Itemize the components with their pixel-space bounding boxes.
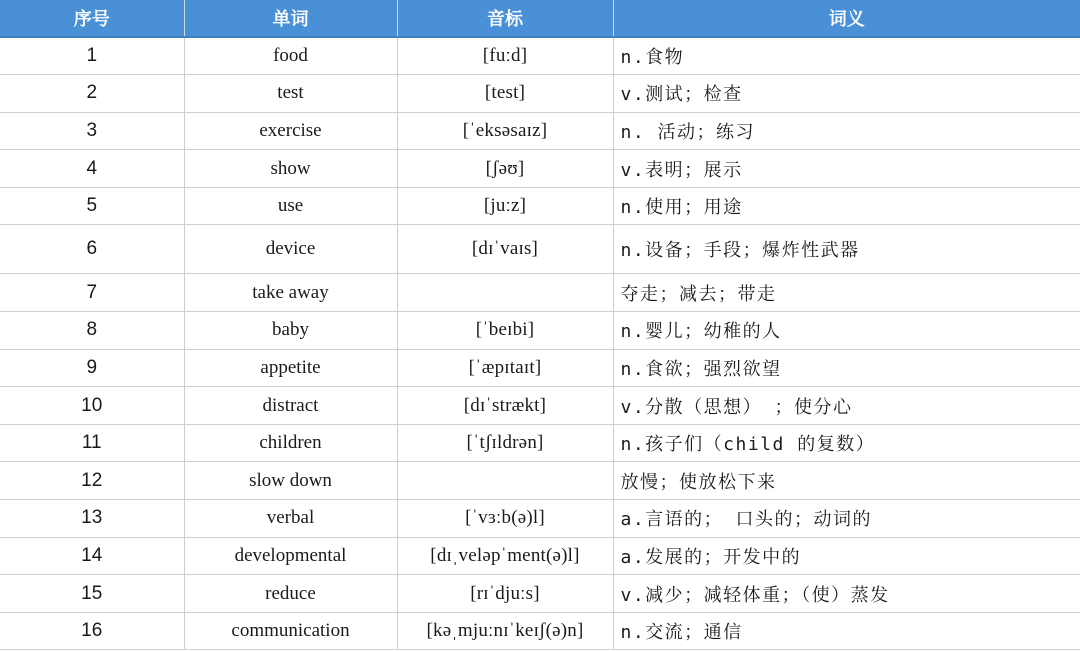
table-body — [0, 37, 1080, 650]
row-index: 12 — [0, 462, 184, 500]
row-word: baby — [184, 312, 397, 350]
table-row — [0, 112, 1080, 150]
row-index: 10 — [0, 387, 184, 425]
row-index: 7 — [0, 274, 184, 312]
table-header — [0, 0, 1080, 37]
header-row — [0, 0, 1080, 37]
row-word: show — [184, 150, 397, 188]
header-phonetic: 音标 — [397, 0, 613, 37]
table-row — [0, 462, 1080, 500]
row-meaning: n.食物 — [613, 37, 1080, 75]
row-meaning: a.发展的；开发中的 — [613, 537, 1080, 575]
row-word: slow down — [184, 462, 397, 500]
row-word: take away — [184, 274, 397, 312]
row-word: children — [184, 424, 397, 462]
row-index: 4 — [0, 150, 184, 188]
row-index: 2 — [0, 75, 184, 113]
header-word: 单词 — [184, 0, 397, 37]
row-meaning: n. 活动；练习 — [613, 112, 1080, 150]
table-row — [0, 187, 1080, 225]
row-phonetic: [fuːd] — [397, 37, 613, 75]
table-row — [0, 225, 1080, 274]
row-phonetic: [dɪˈstrækt] — [397, 387, 613, 425]
row-phonetic: [ʃəʊ] — [397, 150, 613, 188]
row-index: 14 — [0, 537, 184, 575]
table-row — [0, 150, 1080, 188]
row-word: device — [184, 225, 397, 274]
row-index: 3 — [0, 112, 184, 150]
row-meaning: 夺走；减去；带走 — [613, 274, 1080, 312]
header-meaning: 词义 — [613, 0, 1080, 37]
table-row — [0, 612, 1080, 650]
row-word: developmental — [184, 537, 397, 575]
table-row — [0, 424, 1080, 462]
row-index: 6 — [0, 225, 184, 274]
row-meaning: n.设备；手段；爆炸性武器 — [613, 225, 1080, 274]
table-row — [0, 349, 1080, 387]
row-word: exercise — [184, 112, 397, 150]
table-row — [0, 274, 1080, 312]
row-meaning: v.分散（思想） ；使分心 — [613, 387, 1080, 425]
table-row — [0, 75, 1080, 113]
row-index: 9 — [0, 349, 184, 387]
table-row — [0, 312, 1080, 350]
row-meaning: n.孩子们（child 的复数） — [613, 424, 1080, 462]
row-phonetic: [rɪˈdjuːs] — [397, 575, 613, 613]
row-meaning: n.食欲；强烈欲望 — [613, 349, 1080, 387]
row-word: use — [184, 187, 397, 225]
table-row — [0, 575, 1080, 613]
table-row — [0, 37, 1080, 75]
row-meaning: n.使用；用途 — [613, 187, 1080, 225]
row-word: appetite — [184, 349, 397, 387]
row-meaning: n.交流；通信 — [613, 612, 1080, 650]
row-word: distract — [184, 387, 397, 425]
row-word: food — [184, 37, 397, 75]
row-phonetic: [dɪˌveləpˈment(ə)l] — [397, 537, 613, 575]
row-meaning: v.减少；减轻体重；（使）蒸发 — [613, 575, 1080, 613]
row-phonetic: [ˈtʃɪldrən] — [397, 424, 613, 462]
row-meaning: v.表明；展示 — [613, 150, 1080, 188]
row-phonetic: [dɪˈvaɪs] — [397, 225, 613, 274]
row-index: 1 — [0, 37, 184, 75]
table-row — [0, 500, 1080, 538]
row-phonetic — [397, 274, 613, 312]
row-phonetic: [ˈæpɪtaɪt] — [397, 349, 613, 387]
row-index: 16 — [0, 612, 184, 650]
table-row — [0, 537, 1080, 575]
row-phonetic: [ˈvɜːb(ə)l] — [397, 500, 613, 538]
row-meaning: 放慢；使放松下来 — [613, 462, 1080, 500]
row-phonetic: [kəˌmjuːnɪˈkeɪʃ(ə)n] — [397, 612, 613, 650]
row-index: 15 — [0, 575, 184, 613]
row-phonetic: [ˈbeɪbi] — [397, 312, 613, 350]
table-row — [0, 387, 1080, 425]
row-meaning: a.言语的； 口头的；动词的 — [613, 500, 1080, 538]
row-meaning: n.婴儿；幼稚的人 — [613, 312, 1080, 350]
row-phonetic: [juːz] — [397, 187, 613, 225]
row-phonetic: [ˈeksəsaɪz] — [397, 112, 613, 150]
header-index: 序号 — [0, 0, 184, 37]
row-phonetic: [test] — [397, 75, 613, 113]
row-word: test — [184, 75, 397, 113]
row-word: reduce — [184, 575, 397, 613]
row-phonetic — [397, 462, 613, 500]
row-word: communication — [184, 612, 397, 650]
row-index: 11 — [0, 424, 184, 462]
row-word: verbal — [184, 500, 397, 538]
row-index: 8 — [0, 312, 184, 350]
row-index: 13 — [0, 500, 184, 538]
row-meaning: v.测试；检查 — [613, 75, 1080, 113]
row-index: 5 — [0, 187, 184, 225]
